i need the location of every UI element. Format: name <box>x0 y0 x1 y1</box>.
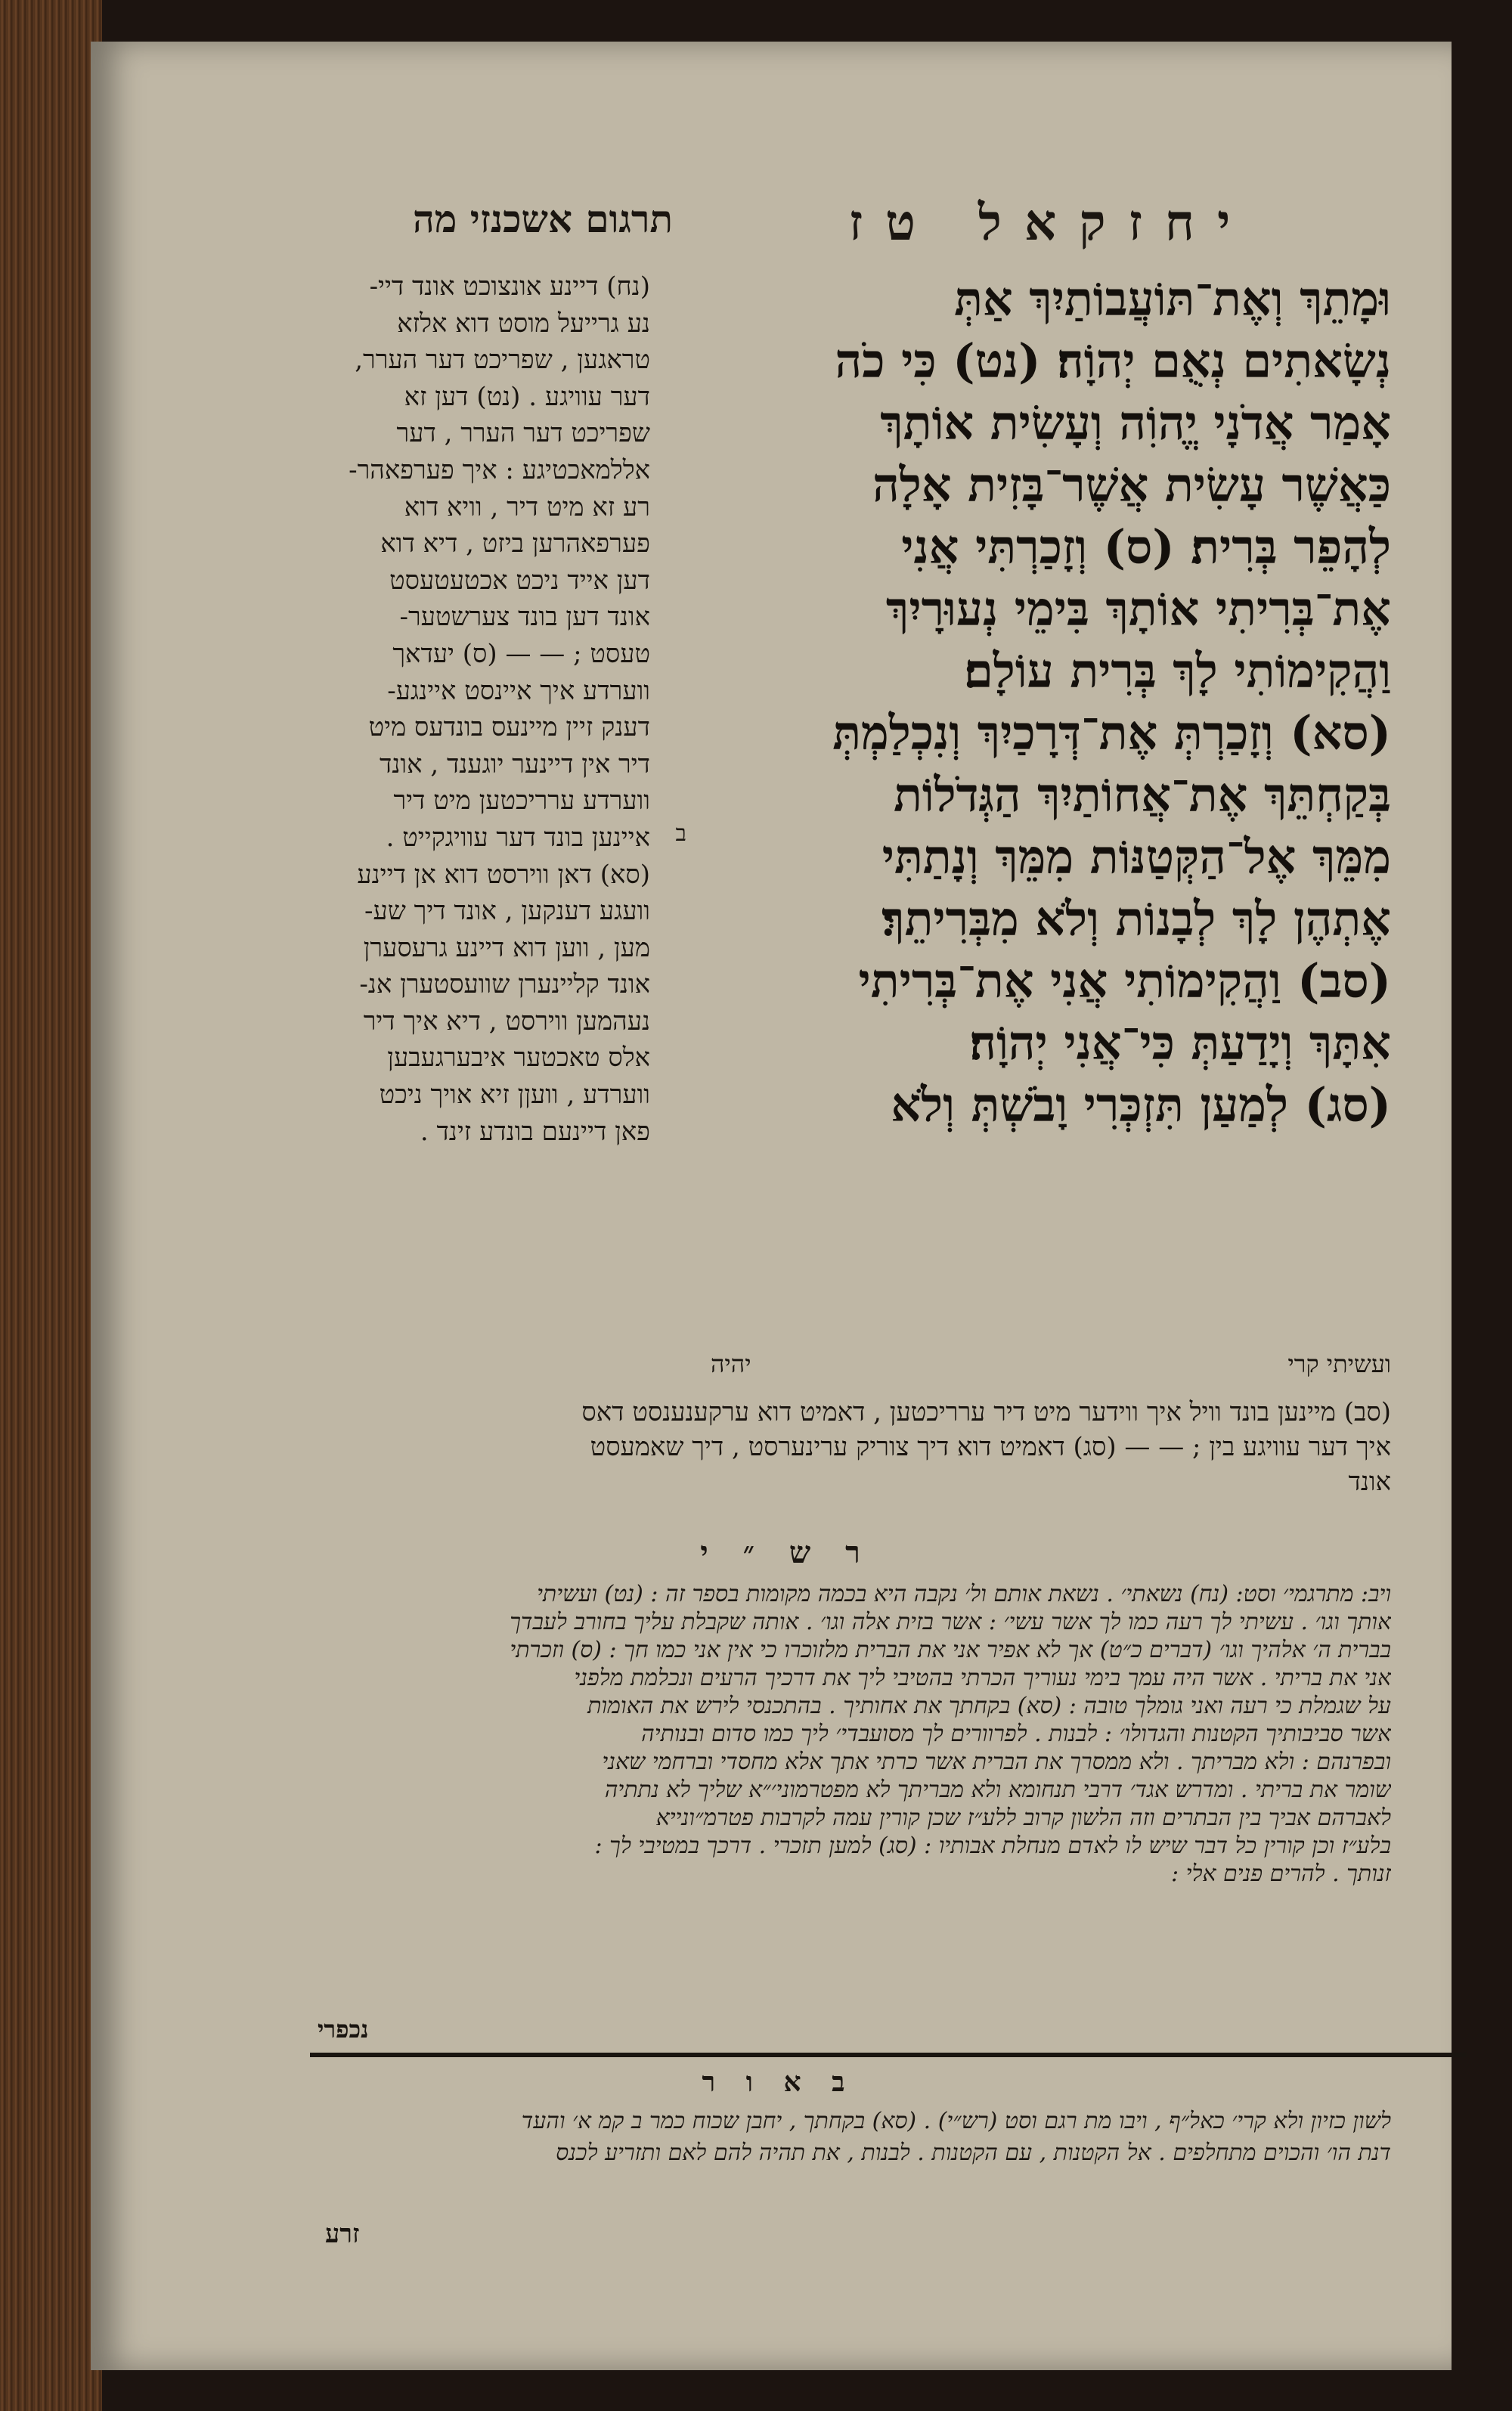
qere-note-right: ועשיתי קרי <box>1287 1350 1391 1378</box>
beur-line: לשון כזיון ולא קרי׳ כאל״ף , ויבו מת רגם וסט (רש״י) . (סא) בקחתך , יחבן שכוח כמר ב קמ א׳ והעד <box>521 2108 1391 2134</box>
main-text-line: (סא) וְזָכַרְתְּ אֶת־דְּרָכַיִךְ וְנִכְלַמְתְּ <box>832 705 1391 761</box>
main-text-line: כַּאֲשֶׁר עָשִׂית אֲשֶׁר־בָּזִית אָלָה <box>872 457 1391 513</box>
book-page <box>91 42 1452 2370</box>
translation-line: דענק זיין מיינעס בונדעס מיט <box>368 712 650 743</box>
translation-line: טראגען , שפריכט דער הערר, <box>355 345 650 376</box>
translation-line: וועגע דענקען , אונד דיך שע- <box>364 896 650 927</box>
rashi-heading: ר ש ״ י <box>700 1535 872 1570</box>
rashi-line: שומר את בריתי . ומדרש אגד׳ דרבי תנחומא ולא מבריתך לא מפטרמוני׳״א שליך לא נתתיה <box>604 1777 1391 1803</box>
rashi-line: ובפרנהם : ולא מבריתך . ולא ממסרך את הברית אשר כרתי אתך אלא מחסדי וברחמי שאני <box>602 1749 1391 1775</box>
translation-column <box>242 268 650 1150</box>
page-catchword: זרע <box>325 2219 360 2249</box>
main-hebrew-column <box>696 268 1391 1136</box>
beur-heading: ב א ו ר <box>702 2066 856 2098</box>
translation-line: ווערדע ערריכטען מיט דיר <box>393 786 650 817</box>
translation-line: דער עוויגע . (נט) דען זא <box>404 381 650 412</box>
translation-line: דיר אין דיינער יוגענד , אונד <box>380 748 650 779</box>
rashi-commentary <box>166 1580 1391 1888</box>
translation-line: שפריכט דער הערר , דער <box>396 418 650 449</box>
translation-line: פערפאהרען ביזט , דיא דוא <box>380 528 650 559</box>
main-text-line: אֶתְהֶן לָךְ לְבָנוֹת וְלֹא מִבְּרִיתֵךְ׃ <box>881 891 1391 947</box>
beur-line: דנת הו׳ והכוים מתחלפים . אל הקטנות , עם הקטנות . לבנות , את תהיה להם לאם ותזריע לכנס <box>556 2140 1391 2166</box>
qere-note <box>711 1350 1391 1378</box>
main-text-line: וַהֲקִימוֹתִי לָךְ בְּרִית עוֹלָם׃ <box>964 643 1391 699</box>
translation-line: טעסט ; — — (ס) יעדאך <box>392 638 650 669</box>
translation-line: נע גרייעל מוסט דוא אלזא <box>397 308 650 339</box>
main-text-line: בְּקַחְתֵּךְ אֶת־אֲחוֹתַיִךְ הַגְּדֹלוֹת <box>893 767 1391 823</box>
translation-line: מען , ווען דוא דיינע גרעסערן <box>363 932 650 963</box>
translation-continuation <box>181 1395 1391 1499</box>
translation-continuation-line: (סב) מיינען בונד וויל איך ווידער מיט דיר ערריכטען , דאמיט דוא ערקענענסט דאס <box>581 1397 1391 1427</box>
translation-line: רע זא מיט דיר , וויא דוא <box>404 491 650 522</box>
rashi-line: על שגמלת כי רעה ואני גומלך טובה : (סא) בקחתך את אחותיך . בהתכנסי לירש את האומות <box>587 1693 1391 1719</box>
main-text-line: אֶת־בְּרִיתִי אוֹתָךְ בִּימֵי נְעוּרָיִךְ <box>885 581 1391 637</box>
main-text-line: לְהָפֵר בְּרִית׃ (ס) וְזָכַרְתִּי אֲנִי <box>901 519 1391 575</box>
translation-line: נעהמען ווירסט , דיא איך דיר <box>363 1006 650 1037</box>
translation-line: אונד דען בונד צערשטער- <box>399 602 650 633</box>
page-header-title: יחזקאל טז <box>848 193 1253 252</box>
rashi-line: ויב: מתרגמי׳ וסט: (נח) נשאתי׳ . נשאת אותם ול׳ נקבה היא בכמה מקומות בספר זה : (נט) ועשיתי <box>537 1581 1391 1607</box>
rashi-line: בלע״ז וכן קורין כל דבר שיש לו לאדם מנחלת אבותיו : (סג) למען תזכרי . דרכך במטיבי לך : <box>594 1833 1391 1859</box>
main-text-line: נְשָׂאתִים נְאֻם יְהוָֹה׃ (נט) כִּי כֹה <box>835 333 1391 389</box>
main-text-line: אָמַר אֲדֹנָי יֱהוִֹה וְעָשִׂית אוֹתָךְ <box>880 395 1391 451</box>
translation-line: דען אייד ניכט אכטעטעסט <box>389 565 650 596</box>
page-header-translation: תרגום אשכנזי מה <box>412 197 673 241</box>
rashi-line: זנותך . להרים פנים אלי : <box>1170 1861 1391 1887</box>
book-page-edges <box>0 0 102 2411</box>
rashi-line: אותך וגו׳ . עשיתי לך רעה כמו לך אשר עשי׳ : אשר בזית אלה וגו׳ . אותה שקבלת עליך בחורב לעבדך <box>510 1609 1391 1635</box>
translation-line: (נח) דיינע אונצוכט אונד דיי- <box>369 271 650 302</box>
translation-line: ווערדע איך איינסט איינגע- <box>387 675 650 706</box>
rashi-line: אני את בריתי . אשר היה עמך בימי נעוריך הכרתי בהטיבי ליך את דרכיך הרעים ונכלמת מלפני <box>574 1665 1391 1691</box>
footer-catch-word: נכפרי <box>318 2015 369 2044</box>
margin-mark: ב <box>675 820 686 847</box>
main-text-line: (סג) לְמַעַן תִּזְכְּרִי וָבֹשְׁתְּ וְלֹא <box>891 1077 1391 1133</box>
main-text-line: וּמָתֵךְ וְאֶת־תּוֹעֲבוֹתַיִךְ אַתְּ <box>954 271 1391 327</box>
translation-continuation-line: איך דער עוויגע בין ; — — (סג) דאמיט דוא דיך צוריק ערינערסט , דיך שאמעסט <box>590 1432 1391 1462</box>
beur-commentary <box>166 2106 1391 2169</box>
main-text-line: מִמֵּךְ אֶל־הַקְּטַנּוֹת מִמֵּךְ וְנָתַתִּי <box>881 829 1391 885</box>
translation-line: ווערדע , וועןן זיא אויך ניכט <box>379 1080 650 1111</box>
rashi-line: לאברהם אביך בין הבתרים וזה הלשון קרוב ללע״ז שכן קורין עמה לקרבות פטרמ״ונייא <box>655 1805 1391 1831</box>
rashi-line: אשר סביבותיך הקטנות והגדולו׳ : לבנות . לפרוורים לך מסועבדי׳ ליך כמו סדום ובנותיה <box>641 1721 1391 1747</box>
section-divider <box>310 2053 1467 2057</box>
translation-line: פאן דיינעם בונדע זינד . <box>420 1116 650 1147</box>
main-text-line: (סב) וַהֲקִימוֹתִי אֲנִי אֶת־בְּרִיתִי <box>858 953 1391 1009</box>
main-text-line: אִתָּךְ וְיָדַעַתְּ כִּי־אֲנִי יְהוָֹה׃ <box>969 1015 1391 1071</box>
translation-continuation-line: אונד <box>1348 1467 1391 1497</box>
translation-line: (סא) דאן ווירסט דוא אן דיינע <box>357 859 650 890</box>
qere-note-left: יהיה <box>711 1350 751 1378</box>
translation-line: איינען בונד דער עוויגקייט . <box>386 822 650 853</box>
translation-line: אלס טאכטער איבערגעבען <box>387 1043 650 1074</box>
translation-line: אללמאכטיגע : איך פערפאהר- <box>349 454 650 485</box>
translation-line: אונד קליינערן שוועסטערן אנ- <box>359 969 650 1000</box>
rashi-line: בברית ה׳ אלהיך וגו׳ (דברים כ״ט) אך לא אפיר אני את הברית מלזוכרו כי אין אני כמו חך : (ס) וזכרתי <box>510 1637 1391 1663</box>
